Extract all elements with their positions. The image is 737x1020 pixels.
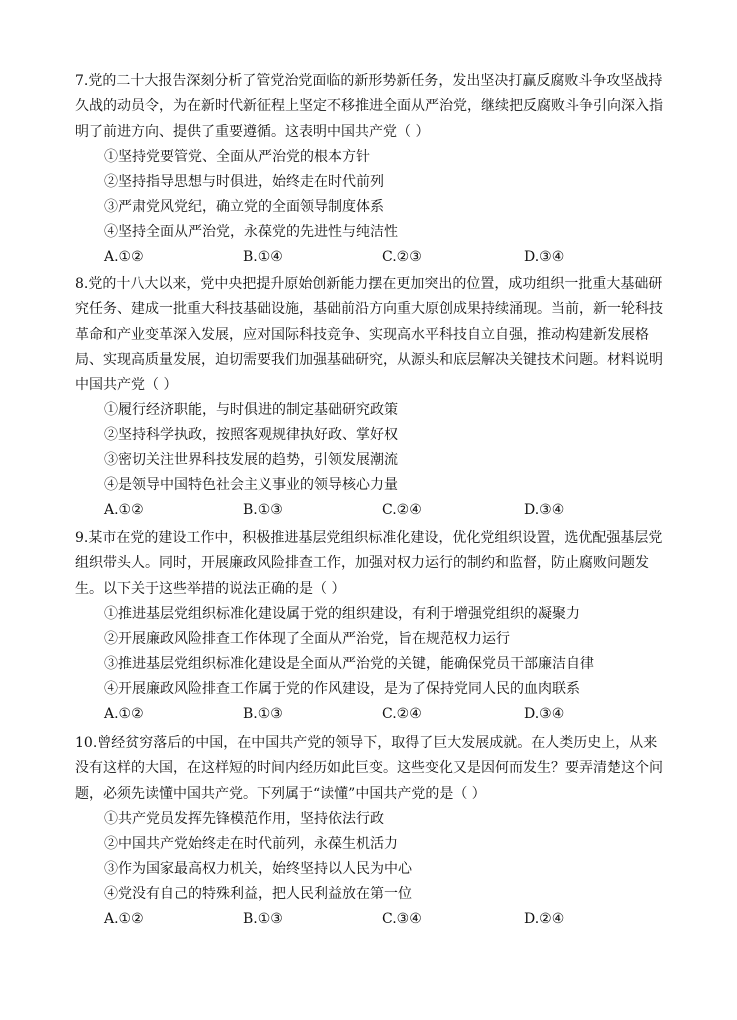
choice-a[interactable]: A.①② [104, 248, 144, 265]
question-stem: 10.曾经贫穷落后的中国，在中国共产党的领导下，取得了巨大发展成就。在人类历史上，从来没有这样的大国，在这样短的时间内经历如此巨变。这些变化又是因何而发生？要弄清楚这个问题，必须先读懂中国共产党。下列属于“读懂”中国共产党的是（ ） [75, 735, 663, 802]
option-4: ④坚持全面从严治党，永葆党的先进性与纯洁性 [104, 223, 398, 240]
question-7 [0, 69, 737, 270]
choice-b[interactable]: B.①③ [243, 910, 283, 927]
choice-c[interactable]: C.③④ [382, 910, 422, 927]
option-4: ④是领导中国特色社会主义事业的领导核心力量 [104, 477, 398, 494]
option-4: ④党没有自己的特殊利益，把人民利益放在第一位 [104, 885, 412, 902]
choice-d[interactable]: D.③④ [524, 502, 565, 519]
answer-choices [104, 702, 737, 727]
option-3: ③推进基层党组织标准化建设是全面从严治党的关键，能确保党员干部廉洁自律 [104, 655, 594, 672]
choice-b[interactable]: B.①④ [243, 248, 283, 265]
choice-d[interactable]: D.③④ [524, 248, 565, 265]
option-1: ①共产党员发挥先锋模范作用，坚持依法行政 [104, 810, 384, 827]
question-9 [0, 526, 737, 727]
option-1: ①坚持党要管党、全面从严治党的根本方针 [104, 148, 370, 165]
option-3: ③严肃党风党纪，确立党的全面领导制度体系 [104, 198, 384, 215]
choice-b[interactable]: B.①③ [243, 705, 283, 722]
choice-c[interactable]: C.②④ [382, 502, 422, 519]
option-2: ②中国共产党始终走在时代前列，永葆生机活力 [104, 835, 398, 852]
choice-b[interactable]: B.①③ [243, 502, 283, 519]
choice-c[interactable]: C.②③ [382, 248, 422, 265]
option-4: ④开展廉政风险排查工作属于党的作风建设，是为了保持党同人民的血肉联系 [104, 680, 580, 697]
option-3: ③密切关注世界科技发展的趋势，引领发展潮流 [104, 452, 398, 469]
answer-choices [104, 907, 737, 932]
question-8 [0, 272, 737, 523]
question-stem: 9.某市在党的建设工作中，积极推进基层党组织标准化建设，优化党组织设置，选优配强基层党组织带头人。同时，开展廉政风险排查工作，加强对权力运行的制约和监督，防止腐败问题发生。以下关于这些举措的说法正确的是（ ） [75, 530, 663, 597]
answer-choices [104, 498, 737, 523]
option-2: ②坚持科学执政，按照客观规律执好政、掌好权 [104, 427, 398, 444]
choice-c[interactable]: C.②④ [382, 705, 422, 722]
question-stem: 7.党的二十大报告深刻分析了管党治党面临的新形势新任务，发出坚决打赢反腐败斗争攻坚战持久战的动员令，为在新时代新征程上坚定不移推进全面从严治党，继续把反腐败斗争引向深入指明了前进方向、提供了重要遵循。这表明中国共产党（ ） [75, 73, 663, 140]
option-1: ①履行经济职能，与时俱进的制定基础研究政策 [104, 402, 398, 419]
question-10 [0, 731, 737, 932]
choice-a[interactable]: A.①② [104, 705, 144, 722]
choice-a[interactable]: A.①② [104, 910, 144, 927]
option-1: ①推进基层党组织标准化建设属于党的组织建设，有利于增强党组织的凝聚力 [104, 605, 580, 622]
answer-choices [104, 245, 737, 270]
choice-d[interactable]: D.②④ [524, 910, 565, 927]
option-2: ②坚持指导思想与时俱进，始终走在时代前列 [104, 173, 384, 190]
option-2: ②开展廉政风险排查工作体现了全面从严治党，旨在规范权力运行 [104, 630, 510, 647]
choice-d[interactable]: D.③④ [524, 705, 565, 722]
option-3: ③作为国家最高权力机关，始终坚持以人民为中心 [104, 860, 412, 877]
question-stem: 8.党的十八大以来，党中央把提升原始创新能力摆在更加突出的位置，成功组织一批重大基础研究任务、建成一批重大科技基础设施，基础前沿方向重大原创成果持续涌现。当前，新一轮科技革命和产业变革深入发展，应对国际科技竞争、实现高水平科技自立自强，推动构建新发展格局、实现高质量发展，迫切需要我们加强基础研究，从源头和底层解决关键技术问题。材料说明中国共产党（ ） [75, 276, 663, 394]
choice-a[interactable]: A.①② [104, 502, 144, 519]
